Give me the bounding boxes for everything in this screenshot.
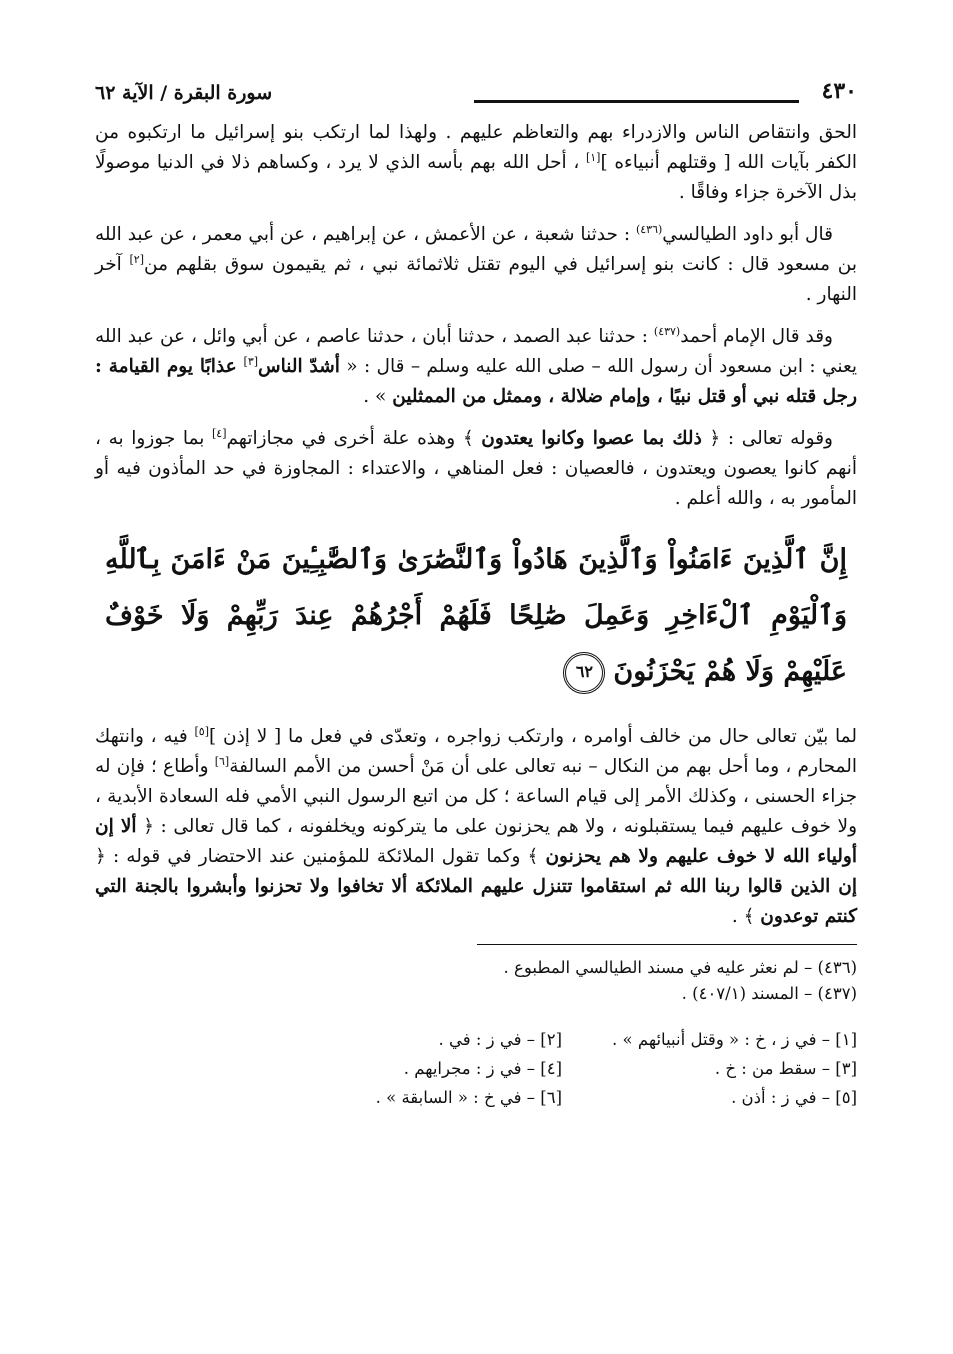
- ayah-number-marker: ٦٢: [563, 652, 605, 694]
- variant-note: [٥] – في ز : أذن .: [731, 1088, 857, 1107]
- paragraph-2: [95, 220, 857, 310]
- footnote-ref: [٢]: [129, 252, 144, 266]
- text: » .: [363, 386, 393, 407]
- text: ﴾ .: [731, 906, 761, 927]
- text: ﴾ وكما تقول الملائكة للمؤمنين عند الاحتضار في قوله : ﴿: [95, 846, 546, 867]
- paragraph-3: [95, 322, 857, 412]
- footnote: (٤٣٧) – المسند (٤٠٧/١) .: [681, 984, 857, 1003]
- variant-note: [٢] – في ز : في .: [438, 1030, 562, 1049]
- variant-note: [٤] – في ز : مجرايهم .: [403, 1059, 562, 1078]
- paragraph-1: [95, 118, 857, 208]
- text: وقوله تعالى : ﴿: [701, 428, 833, 449]
- paragraph-4: [95, 424, 857, 514]
- footnote-ref: [٤]: [211, 426, 227, 440]
- footnote: (٤٣٦) – لم نعثر عليه في مسند الطيالسي المطبوع .: [503, 958, 857, 977]
- hadith-text: أشدّ الناس: [258, 356, 340, 377]
- text: ﴾ وهذه علة أخرى في مجازاتهم: [226, 428, 482, 449]
- running-title: سورة البقرة / الآية ٦٢: [95, 82, 273, 104]
- text: الحق وانتقاص الناس والازدراء بهم والتعاظم عليهم . ولهذا لما ارتكب بنو إسرائيل ما ارتكبوه من الكفر بآيات الله [ وقتلهم أنبياءه ]: [95, 122, 857, 173]
- paragraph-5: [95, 722, 857, 932]
- footnote-separator: [477, 944, 857, 945]
- footnote-ref: [٦]: [214, 754, 230, 768]
- text: ، أحل الله بهم بأسه الذي لا يرد ، وكساهم ذلا في الدنيا موصولًا بذل الآخرة جزاء وفاقًا .: [95, 152, 857, 203]
- text: بما جوزوا به ، أنهم كانوا يعصون ويعتدون ، فالعصيان : فعل المناهي ، والاعتداء : المجاوزة في حد المأذون فيه أو المأمور به ، والله أعلم .: [95, 428, 857, 509]
- variant-note: [٦] – في خ : « السابقة » .: [375, 1088, 562, 1107]
- page: [95, 78, 857, 1268]
- footnote-ref: (٤٣٦): [635, 222, 663, 236]
- header-rule: [474, 100, 799, 103]
- footnote-ref: (٤٣٧): [653, 324, 681, 338]
- text: فيه ، وانتهك المحارم ، وما أحل بهم من النكال – نبه تعالى على أن مَنْ أحسن من الأمم السالفة: [95, 726, 857, 777]
- text: : حدثنا عبد الصمد ، حدثنا أبان ، حدثنا عاصم ، عن أبي وائل ، عن عبد الله يعني : ابن مسعود أن رسول الله – صلى الله عليه وسلم – قال : «: [95, 326, 858, 377]
- quran-quote: ذلك بما عصوا وكانوا يعتدون: [481, 428, 702, 449]
- text: آخر النهار .: [95, 254, 857, 305]
- page-number: ٤٣٠: [821, 78, 857, 104]
- verse-text: إِنَّ ٱلَّذِينَ ءَامَنُواْ وَٱلَّذِينَ هَادُواْ وَٱلنَّصَٰرَىٰ وَٱلصَّٰبِـِٔينَ مَنْ ءَامَنَ بِٱللَّهِ وَٱلْيَوْمِ ٱلْءَاخِرِ وَعَمِلَ صَٰلِحًا فَلَهُمْ أَجْرُهُمْ عِندَ رَبِّهِمْ وَلَا خَوْفٌ عَلَيْهِمْ وَلَا هُمْ يَحْزَنُونَ: [105, 544, 847, 687]
- footnote-ref: [٥]: [194, 724, 210, 738]
- text: وأطاع ؛ فإن له جزاء الحسنى ، وكذلك الأمر إلى قيام الساعة ؛ كل من اتبع الرسول النبي الأمي فله السعادة الأبدية ، ولا خوف عليهم فيما يستقبلونه ، ولا هم يحزنون على ما يتركونه ويخلفونه ، كما قال تعالى : ﴿: [95, 756, 858, 837]
- text: : حدثنا شعبة ، عن الأعمش ، عن إبراهيم ، عن أبي معمر ، عن عبد الله بن مسعود قال : كانت بنو إسرائيل في اليوم تقتل ثلاثمائة نبي ، ثم يقيمون سوق بقلهم من: [95, 224, 857, 275]
- footnote-ref: [١]: [585, 150, 601, 164]
- footnote-ref: [٣]: [243, 354, 259, 368]
- quran-quote: ألا إن أولياء الله لا خوف عليهم ولا هم يحزنون: [95, 816, 857, 867]
- text: قال أبو داود الطيالسي: [662, 224, 833, 245]
- variant-note: [٣] – سقط من : خ .: [714, 1059, 857, 1078]
- quran-verse: [105, 532, 847, 700]
- text: لما بيّن تعالى حال من خالف أوامره ، وارتكب زواجره ، وتعدّى في فعل ما [ لا إذن ]: [209, 726, 857, 747]
- text: وقد قال الإمام أحمد: [680, 326, 833, 347]
- variant-note: [١] – في ز ، خ : « وقتل أنبيائهم » .: [612, 1030, 857, 1049]
- hadith-text: عذابًا يوم القيامة : رجل قتله نبي أو قتل نبيًا ، وإمام ضلالة ، وممثل من الممثلين: [95, 356, 857, 407]
- quran-quote: إن الذين قالوا ربنا الله ثم استقاموا تتنزل عليهم الملائكة ألا تخافوا ولا تحزنوا وأبشروا بالجنة التي كنتم توعدون: [95, 876, 857, 927]
- variant-notes: [297, 1025, 857, 1112]
- page-header: [95, 78, 857, 118]
